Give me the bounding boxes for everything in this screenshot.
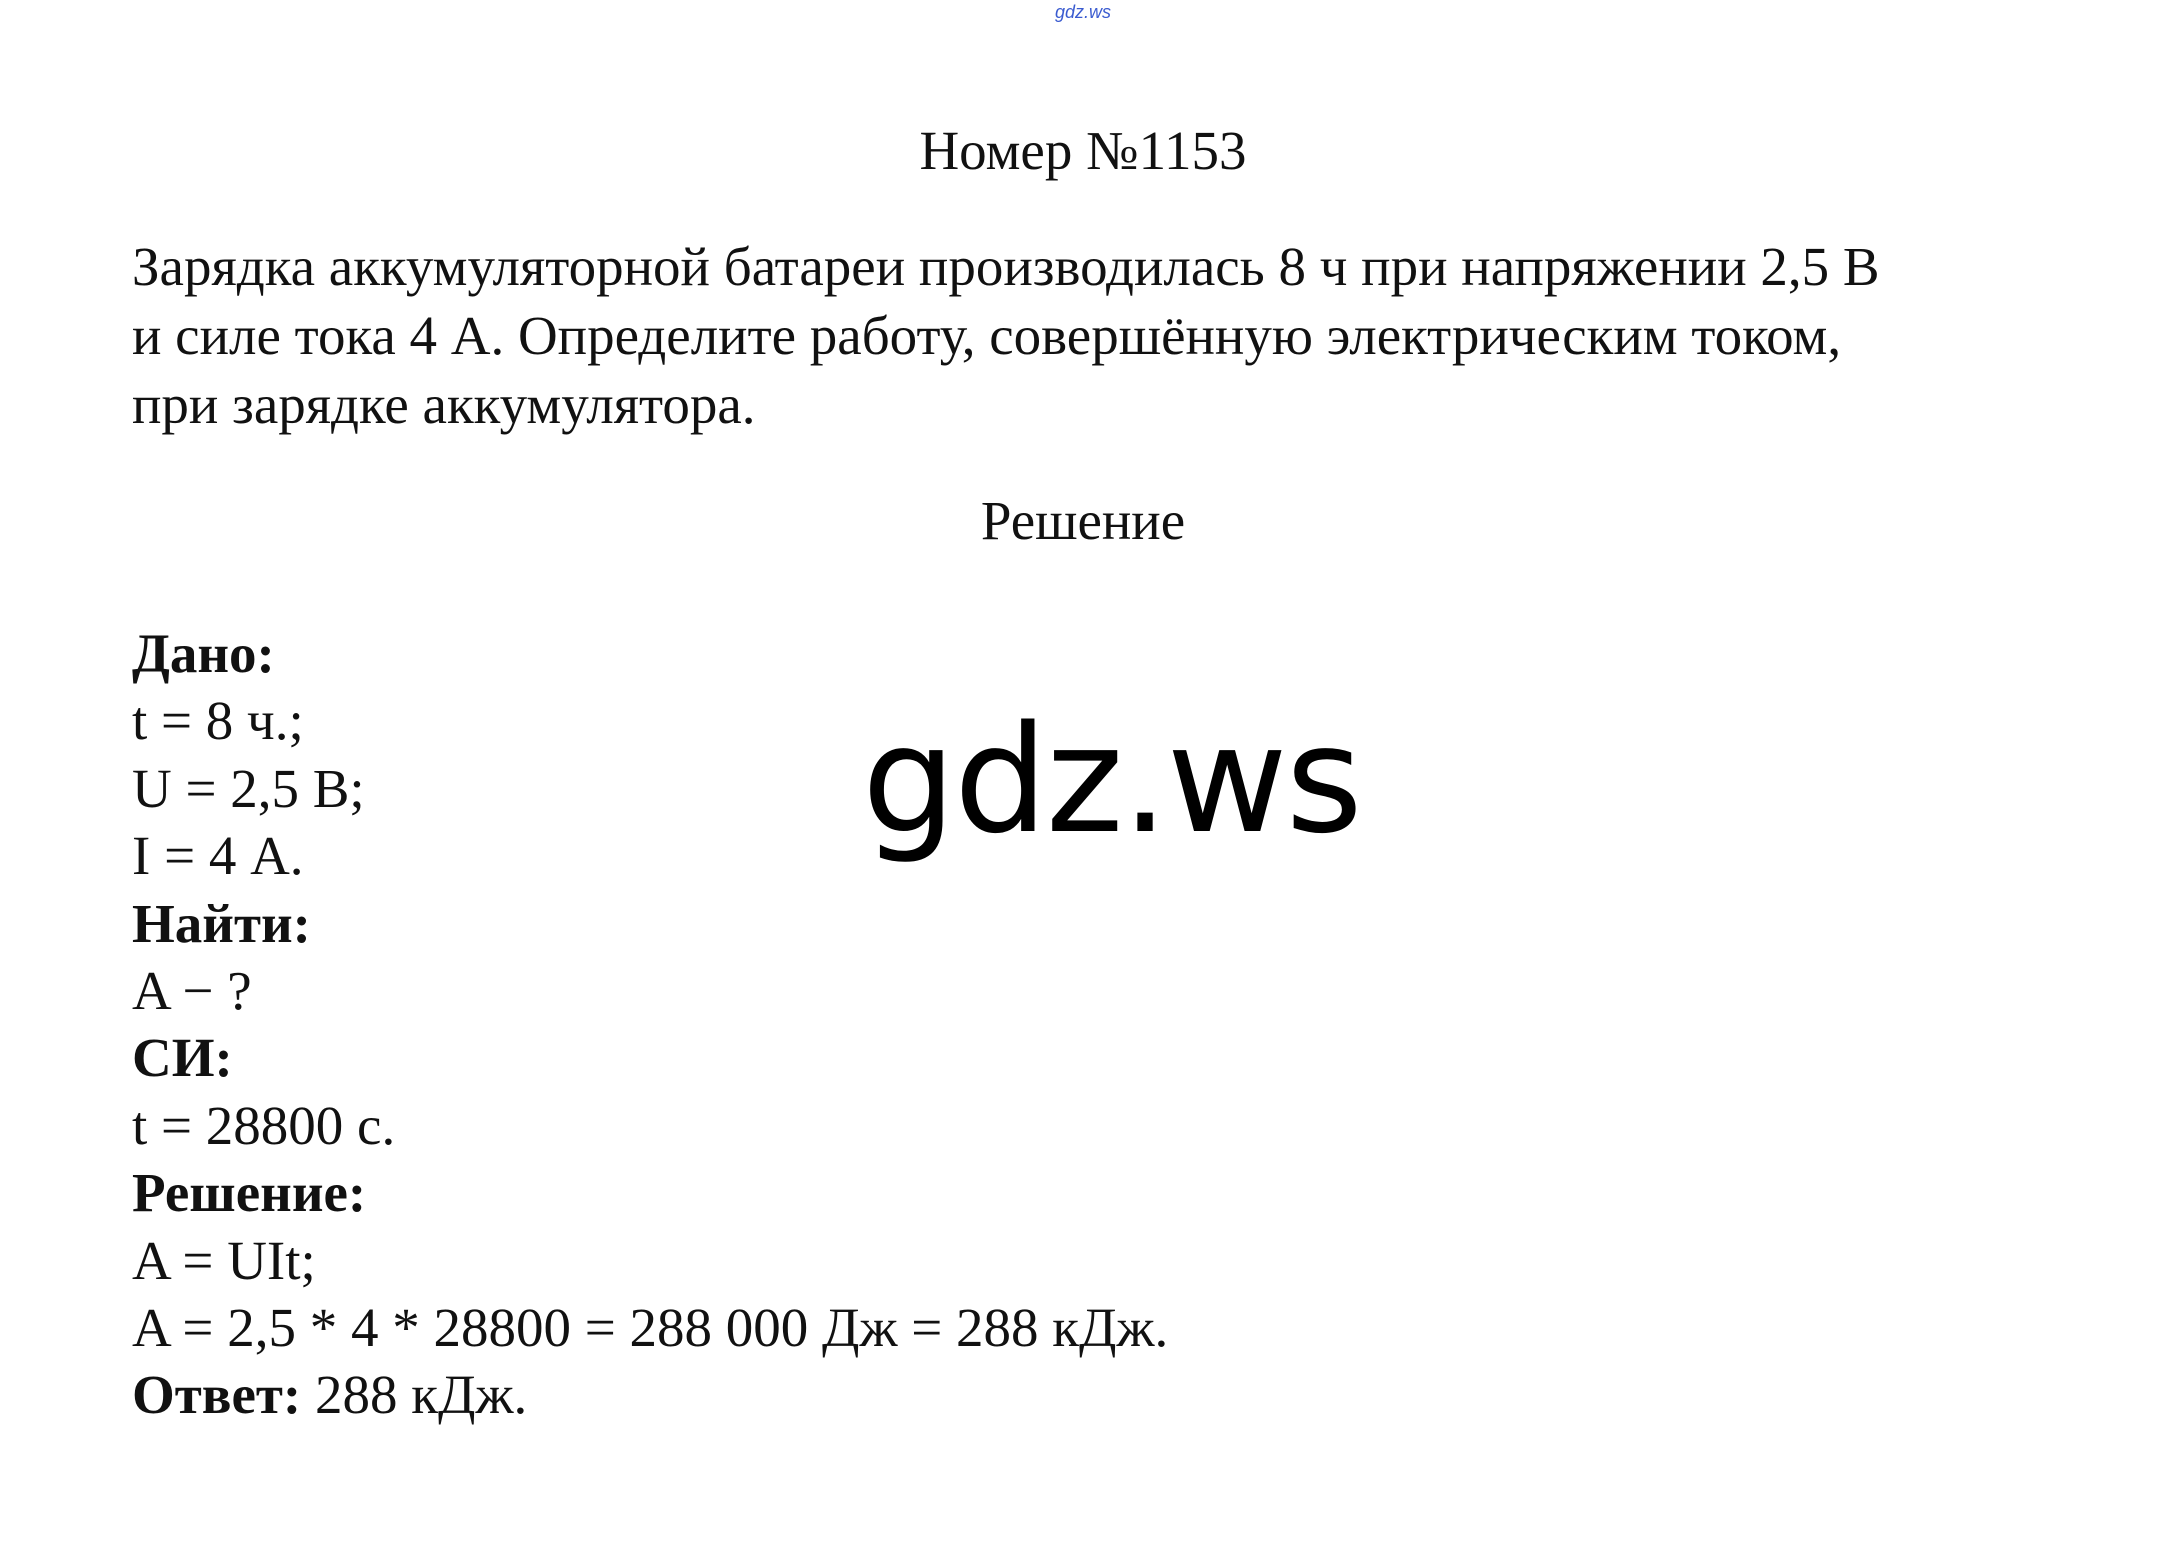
given-label: Дано: [132, 623, 275, 684]
find-label: Найти: [132, 892, 311, 954]
given-line: I = 4 А. [132, 825, 304, 887]
formula-line: A = UIt; [132, 1229, 316, 1291]
si-line: t = 28800 с. [132, 1094, 396, 1156]
page-title: Номер №1153 [919, 120, 1247, 181]
given-line: t = 8 ч.; [132, 690, 304, 752]
problem-line: Зарядка аккумуляторной батареи производилась 8 ч при напряжении 2,5 В [132, 236, 1880, 297]
watermark: gdz.ws [862, 694, 1361, 866]
problem-line: и силе тока 4 А. Определите работу, совершённую электрическим током, [132, 305, 1842, 366]
site-mark: gdz.ws [1054, 2, 1112, 22]
answer-label: Ответ: [132, 1364, 302, 1426]
answer-value: 288 кДж. [301, 1364, 528, 1426]
si-label: СИ: [132, 1027, 233, 1089]
answer-line [132, 1361, 1168, 1428]
given-line: U = 2,5 В; [132, 757, 365, 819]
find-line: A − ? [132, 960, 252, 1022]
problem-line: при зарядке аккумулятора. [132, 374, 756, 435]
solution-heading: Решение [980, 490, 1186, 551]
solution-label: Решение: [132, 1162, 367, 1224]
calculation-line: A = 2,5 * 4 * 28800 = 288 000 Дж = 288 кДж. [132, 1297, 1169, 1359]
problem-statement [132, 232, 2092, 439]
